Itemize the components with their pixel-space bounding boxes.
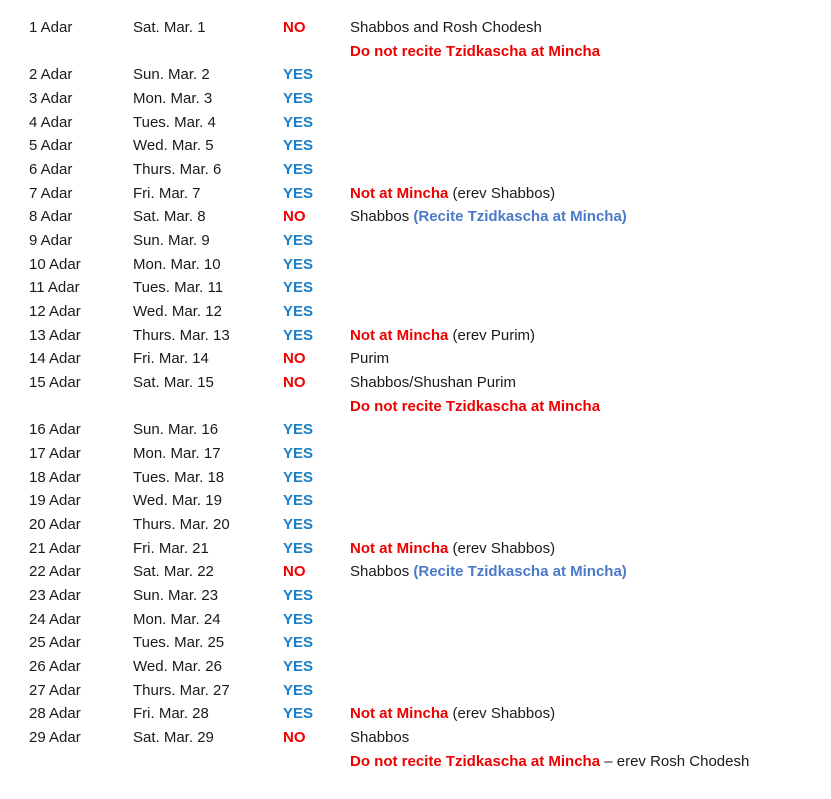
schedule-row	[29, 608, 819, 632]
note-segment: (Recite Tzidkascha at Mincha)	[413, 208, 627, 226]
civil-date: Sat. Mar. 8	[133, 208, 206, 226]
hebrew-date: 19 Adar	[29, 492, 81, 510]
civil-date: Mon. Mar. 24	[133, 610, 221, 628]
civil-date: Sun. Mar. 9	[133, 232, 210, 250]
schedule-row	[29, 750, 819, 774]
note-segment: Shabbos and Rosh Chodesh	[350, 19, 542, 36]
civil-date: Wed. Mar. 19	[133, 492, 222, 510]
civil-date: Sun. Mar. 16	[133, 421, 219, 439]
schedule-row	[29, 442, 819, 466]
tachanun-status: YES	[283, 326, 314, 344]
hebrew-date: 16 Adar	[29, 421, 81, 439]
note-segment: Shabbos	[350, 729, 410, 747]
schedule-row	[29, 182, 819, 206]
note	[350, 205, 627, 229]
schedule-row	[29, 371, 819, 395]
civil-date: Sat. Mar. 15	[133, 374, 214, 392]
schedule-row	[29, 40, 819, 64]
schedule-row	[29, 229, 819, 253]
schedule-row	[29, 702, 819, 726]
tachanun-status: YES	[283, 232, 314, 250]
civil-date: Mon. Mar. 10	[133, 255, 221, 273]
hebrew-date: 13 Adar	[29, 326, 81, 344]
tachanun-status: YES	[283, 539, 314, 557]
tachanun-status: NO	[283, 729, 306, 747]
note	[350, 16, 542, 40]
hebrew-date: 9 Adar	[29, 232, 73, 250]
tachanun-status: YES	[283, 66, 314, 84]
note-segment: (erev Purim)	[448, 326, 536, 344]
hebrew-date: 1 Adar	[29, 19, 73, 36]
civil-date: Thurs. Mar. 20	[133, 516, 230, 534]
hebrew-date: 14 Adar	[29, 350, 81, 368]
civil-date: Wed. Mar. 26	[133, 658, 222, 676]
note	[350, 371, 516, 395]
schedule-row	[29, 537, 819, 561]
note-segment: (Recite Tzidkascha at Mincha)	[413, 563, 627, 581]
schedule-row	[29, 513, 819, 537]
note-segment: Not at Mincha	[350, 184, 449, 202]
schedule-row	[29, 134, 819, 158]
tachanun-status: YES	[283, 421, 314, 439]
civil-date: Tues. Mar. 25	[133, 634, 225, 652]
hebrew-date: 22 Adar	[29, 563, 81, 581]
hebrew-date: 15 Adar	[29, 374, 81, 392]
note-segment: – erev Rosh Chodesh	[600, 752, 750, 770]
hebrew-date: 2 Adar	[29, 66, 73, 84]
civil-date: Fri. Mar. 28	[133, 705, 209, 723]
hebrew-date: 17 Adar	[29, 445, 81, 463]
schedule-row	[29, 87, 819, 111]
note-segment: (erev Shabbos)	[448, 705, 556, 723]
hebrew-date: 7 Adar	[29, 184, 73, 202]
hebrew-date: 4 Adar	[29, 113, 73, 131]
civil-date: Fri. Mar. 14	[133, 350, 209, 368]
civil-date: Fri. Mar. 7	[133, 184, 201, 202]
schedule-row	[29, 253, 819, 277]
civil-date: Sat. Mar. 22	[133, 563, 214, 581]
civil-date: Tues. Mar. 18	[133, 468, 225, 486]
hebrew-date: 20 Adar	[29, 516, 81, 534]
schedule-row	[29, 276, 819, 300]
schedule-row	[29, 63, 819, 87]
schedule-row	[29, 324, 819, 348]
schedule-row	[29, 489, 819, 513]
note-segment: Do not recite Tzidkascha at Mincha	[350, 752, 601, 770]
tachanun-status: YES	[283, 255, 314, 273]
civil-date: Wed. Mar. 12	[133, 303, 222, 321]
tachanun-status: YES	[283, 445, 314, 463]
tachanun-status: YES	[283, 492, 314, 510]
schedule-row	[29, 300, 819, 324]
civil-date: Mon. Mar. 3	[133, 90, 213, 108]
hebrew-date: 25 Adar	[29, 634, 81, 652]
tachanun-status: YES	[283, 705, 314, 723]
civil-date: Sun. Mar. 2	[133, 66, 210, 84]
tachanun-status: YES	[283, 610, 314, 628]
civil-date: Thurs. Mar. 13	[133, 326, 230, 344]
note	[350, 726, 409, 750]
schedule-row	[29, 16, 819, 40]
note	[350, 40, 600, 64]
note-segment: Not at Mincha	[350, 326, 449, 344]
civil-date: Sun. Mar. 23	[133, 587, 219, 605]
tachanun-status: YES	[283, 137, 314, 155]
tachanun-status: YES	[283, 161, 314, 179]
hebrew-date: 24 Adar	[29, 610, 81, 628]
tachanun-status: NO	[283, 350, 306, 368]
hebrew-date: 28 Adar	[29, 705, 81, 723]
civil-date: Mon. Mar. 17	[133, 445, 221, 463]
schedule-row	[29, 111, 819, 135]
tachanun-status: YES	[283, 681, 314, 699]
note	[350, 347, 389, 371]
note-segment: Purim	[350, 350, 390, 368]
hebrew-date: 10 Adar	[29, 255, 81, 273]
civil-date: Fri. Mar. 21	[133, 539, 209, 557]
tachanun-status: YES	[283, 658, 314, 676]
civil-date: Tues. Mar. 11	[133, 279, 224, 297]
schedule-row	[29, 347, 819, 371]
tachanun-status: YES	[283, 90, 314, 108]
note	[350, 702, 555, 726]
note	[350, 537, 555, 561]
note-segment: Not at Mincha	[350, 539, 449, 557]
hebrew-date: 27 Adar	[29, 681, 81, 699]
tzidkascha-schedule-table	[29, 16, 819, 774]
hebrew-date: 23 Adar	[29, 587, 81, 605]
note-segment: Shabbos	[350, 563, 414, 581]
hebrew-date: 11 Adar	[29, 279, 80, 297]
tachanun-status: YES	[283, 279, 314, 297]
civil-date: Sat. Mar. 1	[133, 19, 206, 36]
note-segment: Shabbos	[350, 208, 414, 226]
tachanun-status: YES	[283, 184, 314, 202]
hebrew-date: 18 Adar	[29, 468, 81, 486]
tachanun-status: NO	[283, 208, 306, 226]
tachanun-status: YES	[283, 303, 314, 321]
hebrew-date: 6 Adar	[29, 161, 73, 179]
note-segment: Do not recite Tzidkascha at Mincha	[350, 397, 601, 415]
schedule-row	[29, 395, 819, 419]
civil-date: Sat. Mar. 29	[133, 729, 214, 747]
civil-date: Tues. Mar. 4	[133, 113, 216, 131]
schedule-row	[29, 679, 819, 703]
note-segment: (erev Shabbos)	[448, 184, 556, 202]
schedule-row	[29, 466, 819, 490]
note	[350, 750, 749, 774]
civil-date: Thurs. Mar. 6	[133, 161, 222, 179]
note-segment: (erev Shabbos)	[448, 539, 556, 557]
schedule-row	[29, 584, 819, 608]
hebrew-date: 26 Adar	[29, 658, 81, 676]
note	[350, 182, 555, 206]
tachanun-status: YES	[283, 587, 314, 605]
civil-date: Thurs. Mar. 27	[133, 681, 230, 699]
schedule-row	[29, 205, 819, 229]
hebrew-date: 8 Adar	[29, 208, 73, 226]
civil-date: Wed. Mar. 5	[133, 137, 214, 155]
schedule-row	[29, 631, 819, 655]
tachanun-status: YES	[283, 634, 314, 652]
tachanun-status: YES	[283, 468, 314, 486]
schedule-row	[29, 158, 819, 182]
hebrew-date: 21 Adar	[29, 539, 81, 557]
schedule-row	[29, 655, 819, 679]
note	[350, 395, 600, 419]
schedule-row	[29, 418, 819, 442]
note	[350, 560, 627, 584]
hebrew-date: 29 Adar	[29, 729, 81, 747]
hebrew-date: 3 Adar	[29, 90, 73, 108]
schedule-row	[29, 560, 819, 584]
tachanun-status: YES	[283, 113, 314, 131]
schedule-row	[29, 726, 819, 750]
note-segment: Do not recite Tzidkascha at Mincha	[350, 42, 601, 60]
hebrew-date: 12 Adar	[29, 303, 81, 321]
tachanun-status: NO	[283, 374, 306, 392]
note-segment: Shabbos/Shushan Purim	[350, 374, 516, 392]
note-segment: Not at Mincha	[350, 705, 449, 723]
tachanun-status: NO	[283, 563, 306, 581]
note	[350, 324, 535, 348]
hebrew-date: 5 Adar	[29, 137, 73, 155]
tachanun-status: NO	[283, 19, 306, 36]
tachanun-status: YES	[283, 516, 314, 534]
